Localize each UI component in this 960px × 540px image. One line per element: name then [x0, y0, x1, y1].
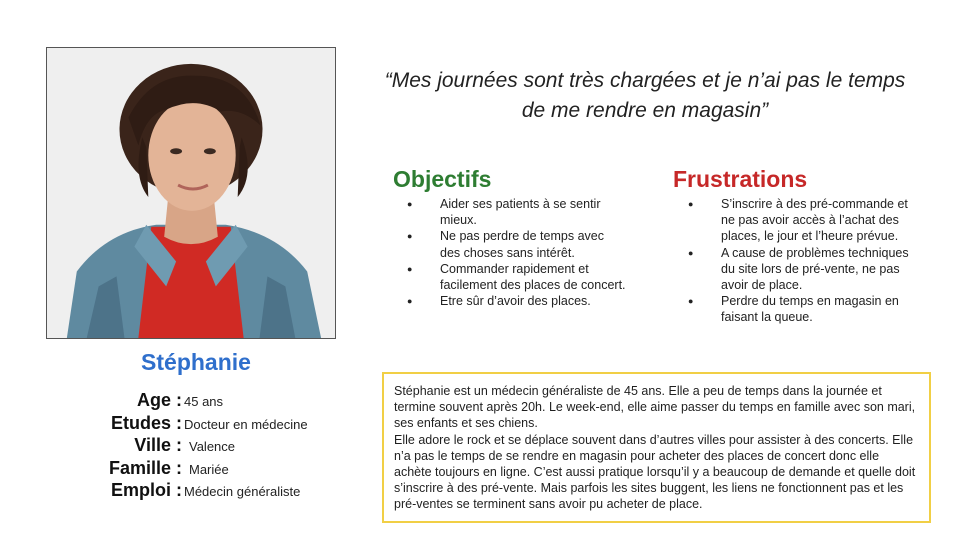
info-row-emploi: [100, 480, 360, 503]
info-row-etudes: [100, 413, 360, 436]
objectifs-title: Objectifs: [393, 166, 492, 192]
info-label: Etudes :: [110, 412, 182, 433]
info-value: Docteur en médecine: [184, 416, 308, 432]
persona-info: [100, 390, 360, 503]
persona-bio: [382, 372, 931, 523]
list-item: ● Etre sûr d’avoir des places.: [407, 293, 627, 309]
objectifs-list: [407, 196, 627, 309]
frustrations-list: [688, 196, 924, 326]
list-item: ● Perdre du temps en magasin en faisant la queue.: [688, 293, 924, 325]
list-item: ● Aider ses patients à se sentir mieux.: [407, 196, 627, 228]
info-row-famille: [100, 458, 360, 481]
info-label: Ville :: [134, 435, 182, 455]
list-item: ● S’inscrire à des pré-commande et ne pas avoir accès à l’achat des places, le jour et l’heure prévue.: [688, 196, 924, 245]
persona-quote: “Mes journées sont très chargées et je n’ai pas le temps de me rendre en magasin”: [384, 69, 906, 122]
bio-paragraph: Stéphanie est un médecin généraliste de 45 ans. Elle a peu de temps dans la journée et termine souvent après 20h. Le week-end, elle aime passer du temps en famille avec son mari, ses enfants et ses chiens.: [394, 384, 916, 431]
info-row-ville: [100, 435, 360, 458]
info-value: Mariée: [189, 461, 229, 477]
info-value: 45 ans: [184, 394, 224, 409]
info-label: Famille :: [108, 457, 182, 478]
info-label: Emploi :: [111, 480, 182, 500]
list-item: ● Ne pas perdre de temps avec des choses sans intérêt.: [407, 228, 627, 260]
list-item: ● Commander rapidement et facilement des places de concert.: [407, 261, 627, 293]
portrait-illustration: [47, 48, 335, 338]
bio-paragraph: Elle adore le rock et se déplace souvent dans d’autres villes pour assister à des concerts. Elle n’a pas le temps de se rendre en magasin pour acheter des places de concert donc elle achète toujours en ligne. C’est aussi pratique lorsqu’il y a beaucoup de demande et quelle doit s’inscrire à des pré-vente. Mais parfois les sites buggent, les liens ne fonctionnent pas et les pré-ventes se terminent sans avoir pu acheter de place.: [394, 432, 916, 512]
info-row-age: [100, 390, 360, 413]
persona-photo: [46, 47, 336, 339]
info-label: Age :: [137, 390, 182, 410]
list-item: ● A cause de problèmes techniques du site lors de pré-vente, ne pas avoir de place.: [688, 245, 924, 294]
info-value: Médecin généraliste: [184, 484, 301, 499]
persona-name: Stéphanie: [141, 349, 251, 375]
frustrations-title: Frustrations: [673, 166, 808, 192]
info-value: Valence: [189, 439, 236, 454]
